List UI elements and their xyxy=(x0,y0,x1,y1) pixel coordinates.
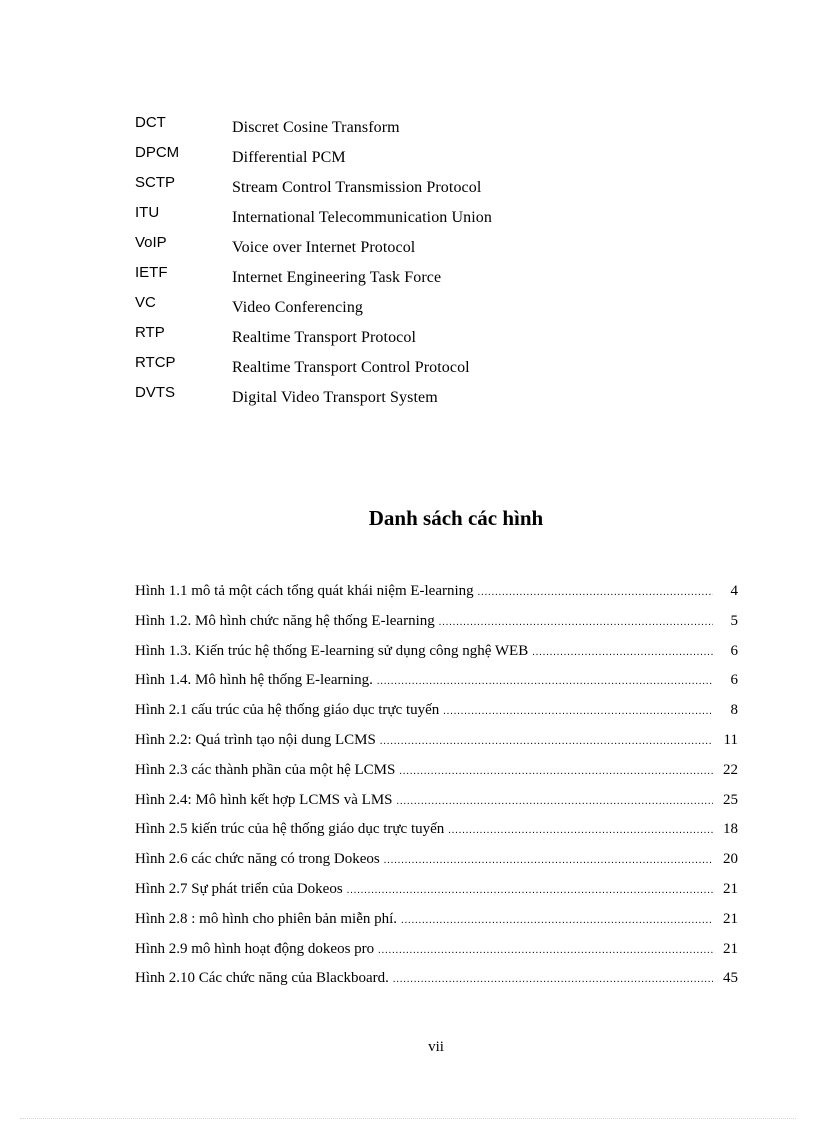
figure-list-entry[interactable] xyxy=(135,641,738,671)
dot-leader xyxy=(380,732,713,752)
abbreviation-row xyxy=(135,294,655,324)
figure-page-number: 6 xyxy=(730,642,738,659)
figure-list-entry[interactable] xyxy=(135,581,738,611)
abbreviation-term: SCTP xyxy=(135,174,176,191)
abbreviation-row xyxy=(135,234,655,264)
dot-leader xyxy=(439,613,713,633)
dot-leader xyxy=(377,672,713,692)
page-number: vii xyxy=(428,1039,444,1055)
dot-leader xyxy=(378,941,713,961)
dot-leader xyxy=(347,881,713,901)
abbreviation-definition: Internet Engineering Task Force xyxy=(232,269,442,286)
figure-list-entry[interactable] xyxy=(135,700,738,730)
abbreviation-definition: Realtime Transport Protocol xyxy=(232,329,417,346)
dot-leader xyxy=(443,702,713,722)
abbreviation-definition: Video Conferencing xyxy=(232,299,364,316)
figure-caption: Hình 2.6 các chức năng có trong Dokeos xyxy=(135,851,380,868)
figure-page-number: 20 xyxy=(723,851,738,868)
figure-page-number: 45 xyxy=(723,970,738,987)
abbreviation-term: VoIP xyxy=(135,234,167,251)
abbreviation-definition: Realtime Transport Control Protocol xyxy=(232,359,470,376)
figure-page-number: 5 xyxy=(730,612,738,629)
figure-list-entry[interactable] xyxy=(135,909,738,939)
figure-caption: Hình 2.4: Mô hình kết hợp LCMS và LMS xyxy=(135,791,393,808)
abbreviation-term: VC xyxy=(135,294,156,311)
abbreviation-row xyxy=(135,204,655,234)
figure-caption: Hình 2.5 kiến trúc của hệ thống giáo dục trực tuyến xyxy=(135,821,445,838)
abbreviation-term: IETF xyxy=(135,264,168,281)
figure-list-entry[interactable] xyxy=(135,790,738,820)
abbreviation-row xyxy=(135,114,655,144)
abbreviation-term: ITU xyxy=(135,204,160,221)
dot-leader xyxy=(448,821,713,841)
abbreviation-row xyxy=(135,354,655,384)
dot-leader xyxy=(397,792,713,812)
figure-caption: Hình 2.1 cấu trúc của hệ thống giáo dục trực tuyến xyxy=(135,702,440,719)
figure-list-entry[interactable] xyxy=(135,611,738,641)
abbreviation-term: DCT xyxy=(135,114,166,131)
figure-page-number: 4 xyxy=(730,583,738,599)
figure-caption: Hình 2.8 : mô hình cho phiên bản miễn phí. xyxy=(135,910,398,927)
dot-leader xyxy=(401,911,713,931)
abbreviation-term: DVTS xyxy=(135,384,176,401)
abbreviation-row xyxy=(135,324,655,354)
figure-page-number: 18 xyxy=(723,821,738,838)
abbreviation-row xyxy=(135,264,655,294)
bottom-divider xyxy=(20,1118,796,1119)
abbreviation-definition: Digital Video Transport System xyxy=(232,389,438,406)
figure-caption: Hình 2.2: Quá trình tạo nội dung LCMS xyxy=(135,731,376,748)
abbreviation-definition: International Telecommunication Union xyxy=(232,209,492,226)
abbreviation-row xyxy=(135,174,655,204)
abbreviation-list xyxy=(135,114,655,414)
abbreviation-term: RTCP xyxy=(135,354,176,371)
dot-leader xyxy=(384,851,713,871)
figure-list xyxy=(135,581,738,998)
figure-page-number: 21 xyxy=(723,940,738,957)
figure-caption: Hình 1.2. Mô hình chức năng hệ thống E-learning xyxy=(135,612,435,629)
figure-list-entry[interactable] xyxy=(135,670,738,700)
figure-caption: Hình 2.9 mô hình hoạt động dokeos pro xyxy=(135,940,375,957)
figure-page-number: 25 xyxy=(723,791,738,808)
abbreviation-definition: Voice over Internet Protocol xyxy=(232,239,416,256)
figure-page-number: 8 xyxy=(730,702,738,719)
abbreviation-term: DPCM xyxy=(135,144,180,161)
figure-list-entry[interactable] xyxy=(135,968,738,998)
abbreviation-term: RTP xyxy=(135,324,165,341)
abbreviation-row xyxy=(135,384,655,414)
figure-caption: Hình 1.3. Kiến trúc hệ thống E-learning sử dụng công nghệ WEB xyxy=(135,642,529,659)
figure-list-entry[interactable] xyxy=(135,879,738,909)
dot-leader xyxy=(393,970,713,990)
abbreviation-definition: Stream Control Transmission Protocol xyxy=(232,179,482,196)
figure-caption: Hình 1.4. Mô hình hệ thống E-learning. xyxy=(135,672,373,689)
dot-leader xyxy=(532,643,713,663)
abbreviation-definition: Discret Cosine Transform xyxy=(232,119,400,136)
figure-list-entry[interactable] xyxy=(135,819,738,849)
figure-list-entry[interactable] xyxy=(135,730,738,760)
figure-page-number: 21 xyxy=(723,910,738,927)
figure-caption: Hình 2.10 Các chức năng của Blackboard. xyxy=(135,970,389,987)
figure-page-number: 21 xyxy=(723,880,738,897)
figure-page-number: 11 xyxy=(723,731,738,748)
figure-list-entry[interactable] xyxy=(135,939,738,969)
figure-caption: Hình 2.7 Sự phát triển của Dokeos xyxy=(135,880,343,897)
figure-list-entry[interactable] xyxy=(135,849,738,879)
figure-page-number: 22 xyxy=(723,761,738,778)
figure-caption: Hình 2.3 các thành phần của một hệ LCMS xyxy=(135,761,396,778)
figure-caption: Hình 1.1 mô tả một cách tổng quát khái niệm E-learning xyxy=(135,583,474,599)
abbreviation-row xyxy=(135,144,655,174)
figure-page-number: 6 xyxy=(730,672,738,689)
dot-leader xyxy=(478,583,713,603)
figure-list-entry[interactable] xyxy=(135,760,738,790)
abbreviation-definition: Differential PCM xyxy=(232,149,346,166)
figure-list-title: Danh sách các hình xyxy=(368,506,544,530)
dot-leader xyxy=(399,762,713,782)
